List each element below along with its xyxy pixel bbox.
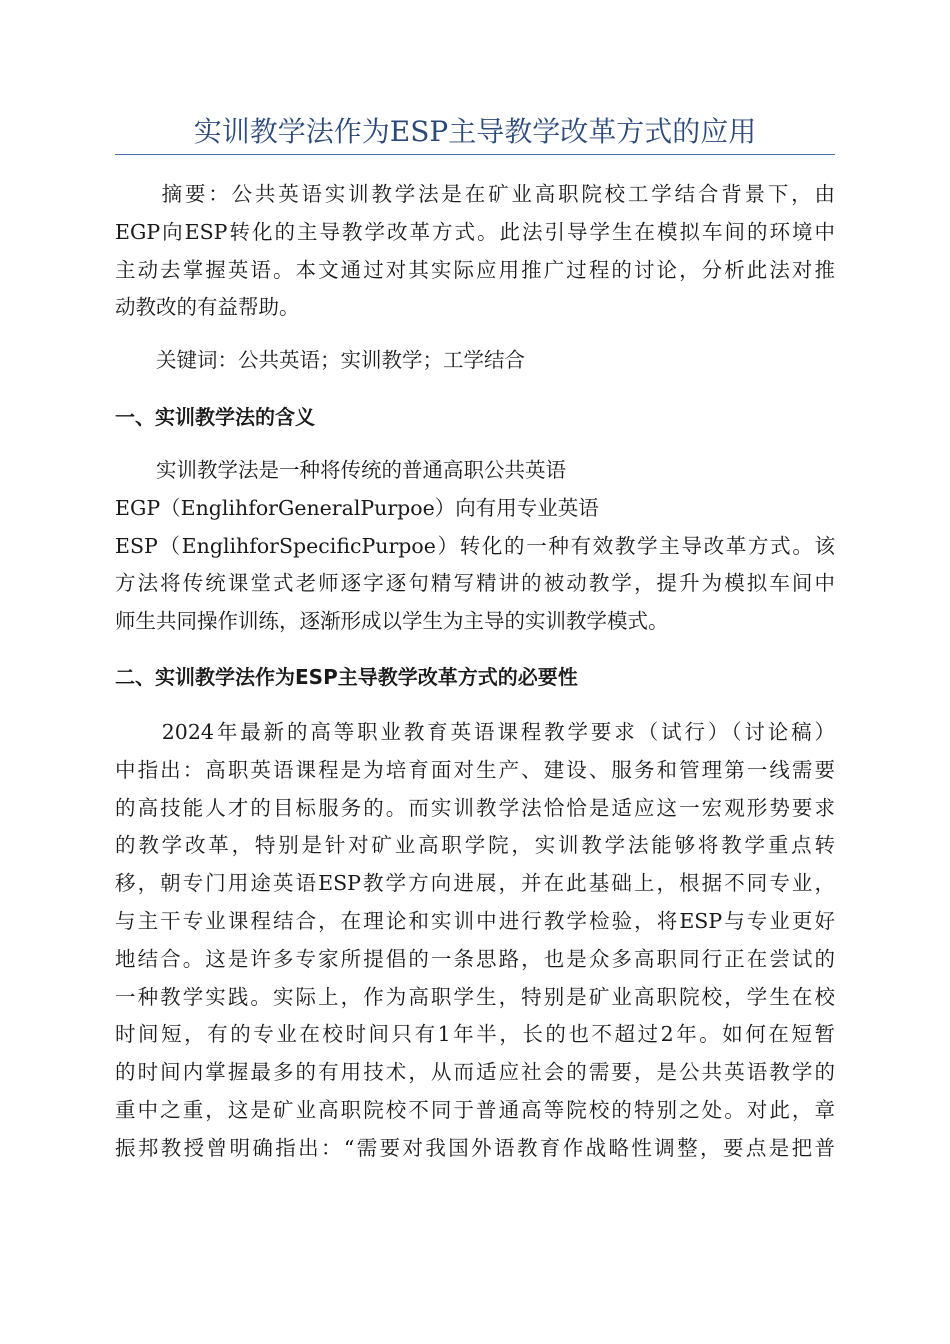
section-1-line: 实训教学法是一种将传统的普通高职公共英语 <box>115 458 566 482</box>
section-2-paragraph <box>115 714 835 1168</box>
section-1-line: 师生共同操作训练，逐渐形成以学生为主导的实训教学模式。 <box>115 609 669 634</box>
abstract-line: 主动去掌握英语。本文通过对其实际应用推广过程的讨论，分析此法对推 <box>115 257 835 282</box>
section-2-line: 重中之重，这是矿业高职院校不同于普通高等院校的特别之处。对此，章 <box>115 1097 835 1122</box>
section-2-line: 振邦教授曾明确指出：“需要对我国外语教育作战略性调整，要点是把普 <box>115 1135 835 1160</box>
section-2-line: 一种教学实践。实际上，作为高职学生，特别是矿业高职院校，学生在校 <box>115 984 835 1009</box>
document-title: 实训教学法作为ESP主导教学改革方式的应用 <box>193 115 757 148</box>
section-2-line: 时间短，有的专业在校时间只有1年半，长的也不超过2年。如何在短暂 <box>115 1022 835 1047</box>
section-2-line: 的教学改革，特别是针对矿业高职学院，实训教学法能够将教学重点转 <box>115 833 835 858</box>
section-2-line: 的高技能人才的目标服务的。而实训教学法恰恰是适应这一宏观形势要求 <box>115 795 835 820</box>
section-1-paragraph <box>115 452 835 641</box>
abstract-line: 摘要：公共英语实训教学法是在矿业高职院校工学结合背景下，由 <box>115 182 835 206</box>
section-1-line: ESP（EnglihforSpecificPurpoe）转化的一种有效教学主导改革方式。该 <box>115 533 835 558</box>
section-1-line: EGP（EnglihforGeneralPurpoe）向有用专业英语 <box>115 495 599 520</box>
section-2-line: 中指出：高职英语课程是为培育面对生产、建设、服务和管理第一线需要 <box>115 757 835 782</box>
abstract-line: EGP向ESP转化的主导教学改革方式。此法引导学生在模拟车间的环境中 <box>115 219 835 244</box>
section-2-line: 移，朝专门用途英语ESP教学方向进展，并在此基础上，根据不同专业， <box>115 871 835 896</box>
abstract-line: 动教改的有益帮助。 <box>115 295 300 320</box>
keywords-paragraph <box>115 342 835 380</box>
section-2-line: 的时间内掌握最多的有用技术，从而适应社会的需要，是公共英语教学的 <box>115 1060 835 1085</box>
section-2-line: 2024年最新的高等职业教育英语课程教学要求（试行）（讨论稿） <box>115 720 835 744</box>
title-underline <box>115 154 835 155</box>
keywords-line: 关键词：公共英语；实训教学；工学结合 <box>115 348 525 372</box>
abstract-paragraph <box>115 176 835 327</box>
section-2-heading: 二、实训教学法作为ESP主导教学改革方式的必要性 <box>115 665 578 689</box>
section-2-line: 与主干专业课程结合，在理论和实训中进行教学检验，将ESP与专业更好 <box>115 908 835 933</box>
section-2-line: 地结合。这是许多专家所提倡的一条思路，也是众多高职同行正在尝试的 <box>115 946 835 971</box>
section-1-line: 方法将传统课堂式老师逐字逐句精写精讲的被动教学，提升为模拟车间中 <box>115 571 835 596</box>
section-1-heading: 一、实训教学法的含义 <box>115 405 315 429</box>
